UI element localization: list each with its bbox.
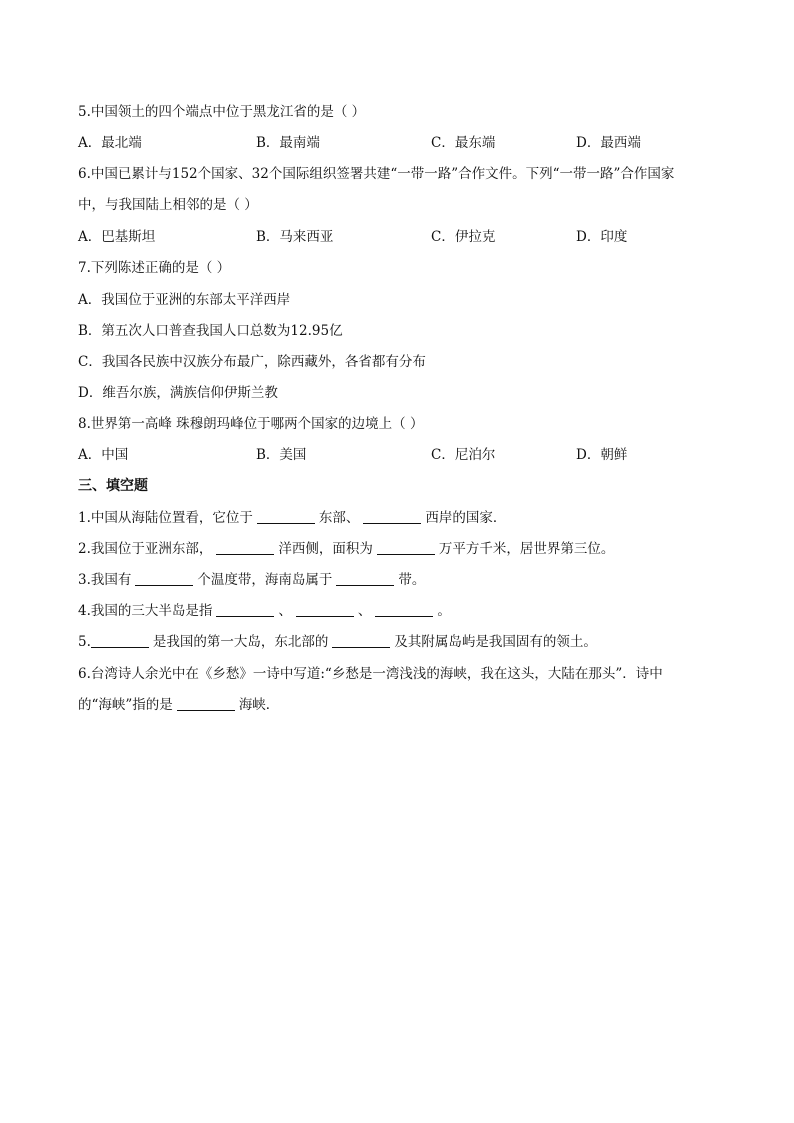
question-7-option-a[interactable]: A．我国位于亚洲的东部太平洋西岸 (78, 292, 291, 308)
question-8-option-b[interactable]: B．美国 (256, 447, 307, 463)
question-7-option-b[interactable]: B．第五次人口普查我国人口总数为12.95亿 (78, 323, 343, 339)
question-8-stem: 8.世界第一高峰 珠穆朗玛峰位于哪两个国家的边境上（ ） (78, 416, 424, 432)
fill-2-text-a: 2.我国位于亚洲东部， (78, 541, 213, 557)
question-6-option-c[interactable]: C．伊拉克 (431, 229, 496, 245)
question-5-option-d[interactable]: D．最西端 (576, 135, 641, 151)
fill-2-text-b: 洋西侧，面积为 (278, 541, 373, 557)
fill-4-blank-3[interactable] (375, 602, 433, 617)
question-5-option-c[interactable]: C．最东端 (431, 135, 496, 151)
fill-2-blank-2[interactable] (377, 540, 435, 555)
fill-6-line1: 6.台湾诗人余光中在《乡愁》一诗中写道:“乡愁是一湾浅浅的海峡，我在这头，大陆在那头”．诗中 (78, 666, 663, 682)
fill-1-text-c: 西岸的国家． (425, 510, 507, 526)
fill-2-blank-1[interactable] (216, 540, 274, 555)
fill-6-line2 (78, 695, 279, 715)
fill-4 (78, 601, 451, 621)
section-3-heading: 三、填空题 (78, 478, 148, 494)
fill-1-text-a: 1.中国从海陆位置看，它位于 (78, 510, 253, 526)
fill-1-blank-1[interactable] (257, 509, 315, 524)
question-7-option-d[interactable]: D．维吾尔族，满族信仰伊斯兰教 (78, 385, 278, 401)
question-5-stem: 5.中国领土的四个端点中位于黑龙江省的是（ ） (78, 104, 366, 120)
fill-4-text-d: 。 (437, 603, 451, 619)
fill-5 (78, 632, 597, 652)
fill-6-text-a: 的“海峡”指的是 (78, 697, 173, 713)
question-8-option-c[interactable]: C．尼泊尔 (431, 447, 496, 463)
question-5-option-b[interactable]: B．最南端 (256, 135, 320, 151)
fill-4-blank-2[interactable] (296, 602, 354, 617)
fill-5-blank-2[interactable] (332, 633, 390, 648)
fill-1 (78, 508, 506, 528)
question-6-stem-line1: 6.中国已累计与152个国家、32个国际组织签署共建“一带一路”合作文件。下列“一带一路”合作国家 (78, 166, 675, 182)
fill-3-blank-2[interactable] (336, 571, 394, 586)
fill-3-blank-1[interactable] (135, 571, 193, 586)
fill-3-text-a: 3.我国有 (78, 572, 132, 588)
question-5-option-a[interactable]: A．最北端 (78, 135, 142, 151)
fill-3-text-b: 个温度带，海南岛属于 (197, 572, 333, 588)
fill-2-text-c: 万平方千米，居世界第三位。 (438, 541, 615, 557)
fill-5-text-b: 是我国的第一大岛，东北部的 (152, 634, 329, 650)
fill-5-blank-1[interactable] (91, 633, 149, 648)
fill-4-text-c: 、 (357, 603, 372, 619)
fill-6-blank-1[interactable] (177, 696, 235, 711)
question-6-option-d[interactable]: D．印度 (576, 229, 628, 245)
fill-3-text-c: 带。 (398, 572, 426, 588)
question-7-stem: 7.下列陈述正确的是（ ） (78, 260, 231, 276)
fill-1-blank-2[interactable] (363, 509, 421, 524)
fill-3 (78, 570, 425, 590)
question-8-option-a[interactable]: A．中国 (78, 447, 129, 463)
question-8-option-d[interactable]: D．朝鲜 (576, 447, 628, 463)
fill-4-text-b: 、 (278, 603, 292, 619)
fill-2 (78, 539, 614, 559)
question-6-option-a[interactable]: A．巴基斯坦 (78, 229, 156, 245)
fill-1-text-b: 东部、 (318, 510, 360, 526)
fill-5-text-c: 及其附属岛屿是我国固有的领土。 (394, 634, 597, 650)
fill-5-text-a: 5. (78, 634, 91, 650)
fill-4-blank-1[interactable] (216, 602, 274, 617)
question-6-option-b[interactable]: B．马来西亚 (256, 229, 334, 245)
fill-4-text-a: 4.我国的三大半岛是指 (78, 603, 213, 619)
question-6-stem-line2: 中，与我国陆上相邻的是（ ） (78, 197, 258, 213)
question-7-option-c[interactable]: C．我国各民族中汉族分布最广，除西藏外，各省都有分布 (78, 354, 426, 370)
fill-6-text-b: 海峡． (238, 697, 280, 713)
